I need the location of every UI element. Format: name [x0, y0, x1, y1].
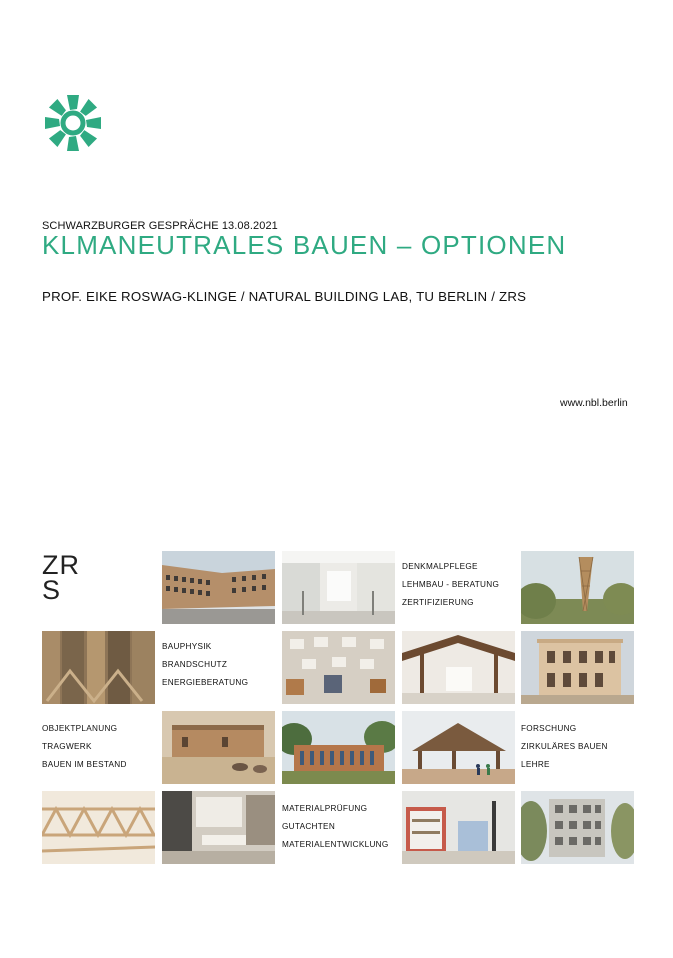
label-line: FORSCHUNG: [521, 724, 577, 733]
nbl-sun-logo-icon: [40, 90, 106, 156]
label-line: TRAGWERK: [42, 742, 92, 751]
label-line: MATERIALENTWICKLUNG: [282, 840, 389, 849]
website-link[interactable]: www.nbl.berlin: [560, 397, 628, 409]
label-line: BAUPHYSIK: [162, 642, 212, 651]
photo-bamboo-tower: [521, 551, 634, 624]
label-tile-materialpruefung: [282, 800, 395, 873]
author-line: PROF. EIKE ROSWAG-KLINGE / NATURAL BUILDING LAB, TU BERLIN / ZRS: [42, 289, 527, 304]
photo-modern-building: [162, 551, 275, 624]
label-line: ENERGIEBERATUNG: [162, 678, 249, 687]
label-line: OBJEKTPLANUNG: [42, 724, 118, 733]
event-subtitle: SCHWARZBURGER GESPRÄCHE 13.08.2021: [42, 220, 278, 232]
label-tile-objektplanung: [42, 720, 155, 793]
label-line: MATERIALPRÜFUNG: [282, 804, 368, 813]
photo-school-building-trees: [282, 711, 395, 784]
zrs-logo: [42, 551, 155, 624]
label-tile-bauphysik: [162, 638, 275, 711]
photo-bright-interior: [282, 551, 395, 624]
photo-wood-panels: [42, 631, 155, 704]
photo-earthen-building-desert: [162, 711, 275, 784]
label-tile-forschung: [521, 720, 634, 793]
photo-thatched-pavilion: [402, 711, 515, 784]
label-line: LEHMBAU - BERATUNG: [402, 580, 500, 589]
photo-timber-hall: [402, 631, 515, 704]
label-line: GUTACHTEN: [282, 822, 336, 831]
label-line: LEHRE: [521, 760, 550, 769]
photo-timber-truss: [42, 791, 155, 864]
photo-timber-apartment-block: [521, 791, 634, 864]
zrs-logo-line2: S: [42, 575, 62, 605]
label-line: ZERTIFIZIERUNG: [402, 598, 474, 607]
label-tile-denkmalpflege: [402, 558, 515, 631]
photo-open-plan-interior: [162, 791, 275, 864]
label-line: ZIRKULÄRES BAUEN: [521, 742, 608, 751]
page-title: KLMANEUTRALES BAUEN – OPTIONEN: [42, 230, 567, 260]
zrs-logo-line1: ZR: [42, 551, 80, 580]
label-line: BAUEN IM BESTAND: [42, 760, 127, 769]
label-line: DENKMALPFLEGE: [402, 562, 478, 571]
label-line: BRANDSCHUTZ: [162, 660, 228, 669]
photo-material-samples: [282, 631, 395, 704]
photo-lab-workshop: [402, 791, 515, 864]
photo-historic-facade: [521, 631, 634, 704]
